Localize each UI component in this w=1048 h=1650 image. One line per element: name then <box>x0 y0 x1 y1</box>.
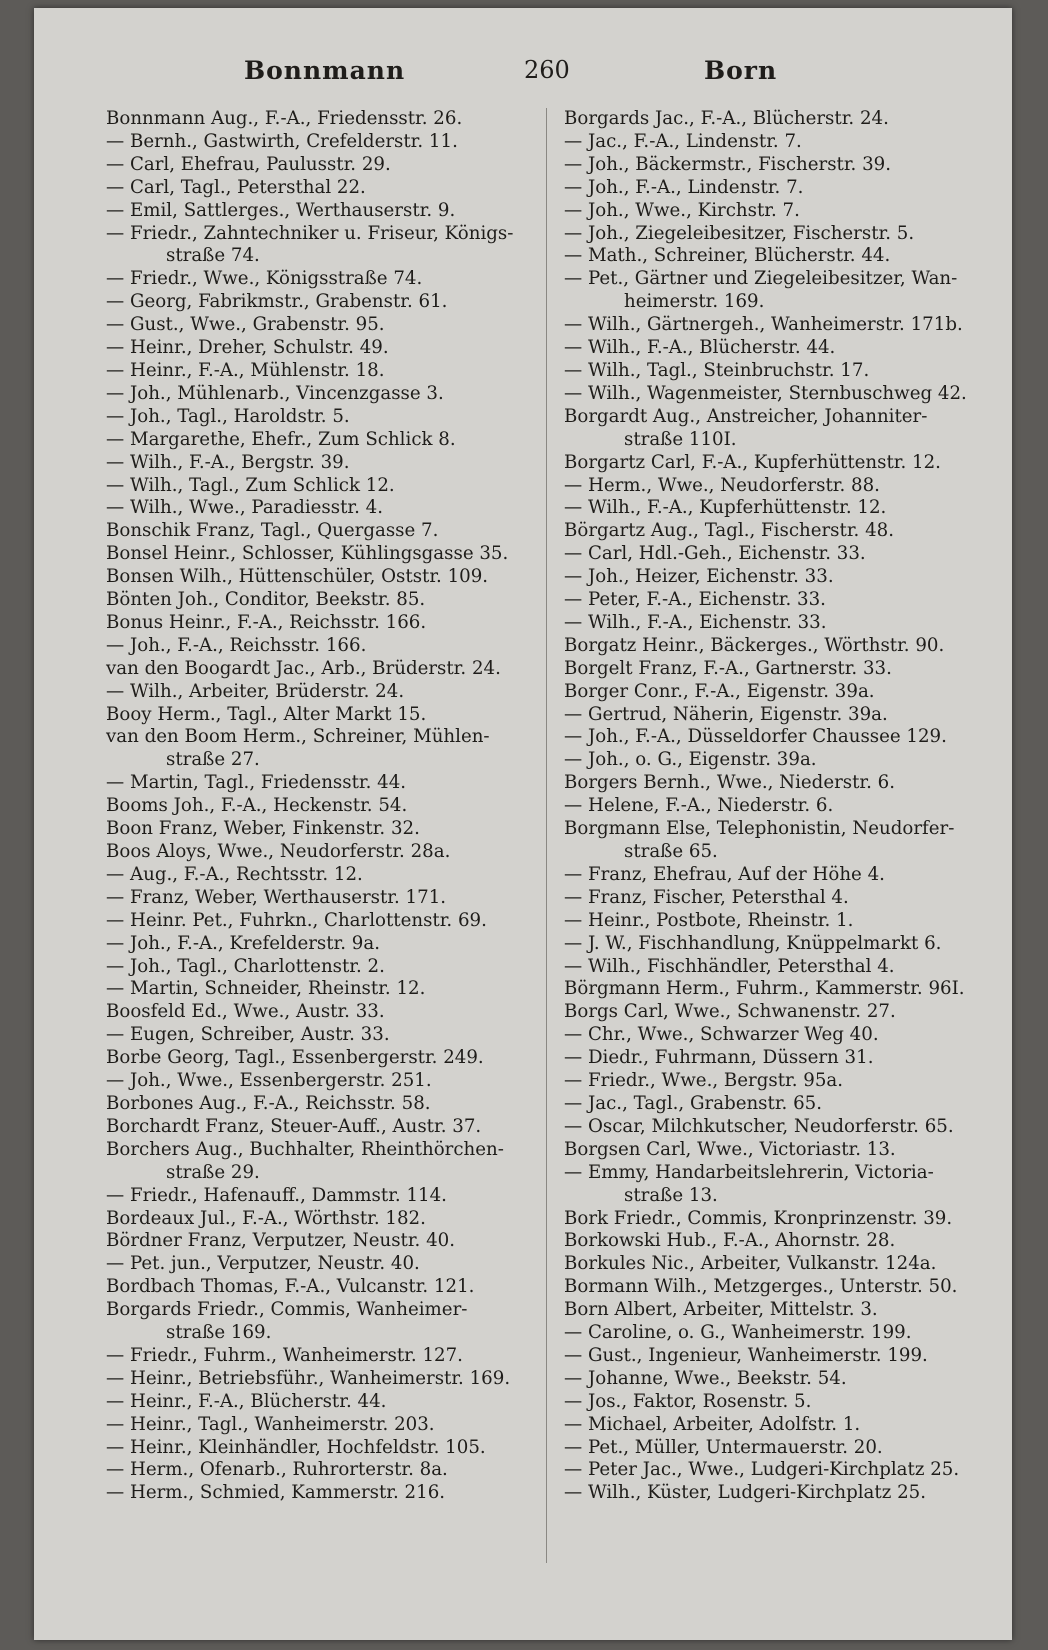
directory-entry: Borbones Aug., F.-A., Reichsstr. 58. <box>106 1092 431 1114</box>
directory-entry: — Gertrud, Näherin, Eigenstr. 39a. <box>564 703 888 725</box>
directory-entry: — Eugen, Schreiber, Austr. 33. <box>106 1024 390 1046</box>
column-divider <box>546 108 547 1563</box>
directory-entry: — Michael, Arbeiter, Adolfstr. 1. <box>564 1413 861 1435</box>
directory-entry: Boosfeld Ed., Wwe., Austr. 33. <box>106 1001 385 1023</box>
directory-entry: Borgardt Aug., Anstreicher, Johanniter- <box>564 405 928 427</box>
directory-entry: — Joh., F.-A., Düsseldorfer Chaussee 129. <box>564 726 947 748</box>
directory-entry: — Heinr., F.-A., Mühlenstr. 18. <box>106 359 385 381</box>
directory-entry: Borgards Friedr., Commis, Wanheimer- <box>106 1299 468 1321</box>
directory-entry: — Pet., Gärtner und Ziegeleibesitzer, Wan- <box>564 268 958 290</box>
directory-entry: — Joh., Mühlenarb., Vincenzgasse 3. <box>106 382 444 404</box>
directory-entry: — Friedr., Fuhrm., Wanheimerstr. 127. <box>106 1344 463 1366</box>
directory-entry: — Joh., Ziegeleibesitzer, Fischerstr. 5. <box>564 222 915 244</box>
directory-entry: — Peter Jac., Wwe., Ludgeri-Kirchplatz 25. <box>564 1459 960 1481</box>
directory-entry: Borgelt Franz, F.-A., Gartnerstr. 33. <box>564 657 892 679</box>
directory-entry: Börgartz Aug., Tagl., Fischerstr. 48. <box>564 520 895 542</box>
directory-entry: Born Albert, Arbeiter, Mittelstr. 3. <box>564 1299 878 1321</box>
directory-entry: Bördner Franz, Verputzer, Neustr. 40. <box>106 1230 456 1252</box>
directory-entry: — Emil, Sattlerges., Werthauserstr. 9. <box>106 199 456 221</box>
directory-entry: — Wilh., F.-A., Kupferhüttenstr. 12. <box>564 497 887 519</box>
directory-entry: straße 74. <box>166 245 260 267</box>
directory-entry: — Joh., o. G., Eigenstr. 39a. <box>564 749 817 771</box>
directory-entry: — Pet. jun., Verputzer, Neustr. 40. <box>106 1253 420 1275</box>
directory-entry: Borgards Jac., F.-A., Blücherstr. 24. <box>564 108 889 129</box>
directory-entry: — Heinr., Tagl., Wanheimerstr. 203. <box>106 1413 435 1435</box>
directory-entry: Bormann Wilh., Metzgerges., Unterstr. 50. <box>564 1276 958 1298</box>
directory-entry: Borger Conr., F.-A., Eigenstr. 39a. <box>564 680 875 702</box>
directory-entry: — Joh., F.-A., Krefelderstr. 9a. <box>106 932 381 954</box>
directory-entry: straße 169. <box>166 1322 272 1344</box>
directory-entry: — Martin, Tagl., Friedensstr. 44. <box>106 772 407 794</box>
directory-entry: — Chr., Wwe., Schwarzer Weg 40. <box>564 1024 879 1046</box>
directory-entry: — Jos., Faktor, Rosenstr. 5. <box>564 1390 812 1412</box>
directory-entry: — Wilh., Gärtnergeh., Wanheimerstr. 171b. <box>564 314 963 336</box>
right-column <box>564 108 984 1505</box>
directory-entry: — Margarethe, Ehefr., Zum Schlick 8. <box>106 428 456 450</box>
directory-entry: — Joh., F.-A., Lindenstr. 7. <box>564 176 804 198</box>
directory-entry: — Wilh., Wwe., Paradiesstr. 4. <box>106 497 384 519</box>
directory-entry: — Heinr., Kleinhändler, Hochfeldstr. 105. <box>106 1436 486 1458</box>
directory-entry: — Wilh., Tagl., Zum Schlick 12. <box>106 474 395 496</box>
header-first-entry: Bonnmann <box>244 56 406 85</box>
directory-entry: — Friedr., Wwe., Bergstr. 95a. <box>564 1070 844 1092</box>
directory-entry: — Emmy, Handarbeitslehrerin, Victoria- <box>564 1161 934 1183</box>
directory-entry: — Caroline, o. G., Wanheimerstr. 199. <box>564 1322 912 1344</box>
page-number: 260 <box>524 56 570 84</box>
directory-entry: — Joh., Heizer, Eichenstr. 33. <box>564 566 834 588</box>
directory-entry: — Wilh., Arbeiter, Brüderstr. 24. <box>106 680 405 702</box>
header-last-entry: Born <box>704 56 778 85</box>
directory-entry: — Wilh., Fischhändler, Petersthal 4. <box>564 955 895 977</box>
directory-entry: Booy Herm., Tagl., Alter Markt 15. <box>106 703 427 725</box>
directory-entry: — Heinr. Pet., Fuhrkn., Charlottenstr. 69. <box>106 909 487 931</box>
directory-entry: — Heinr., Betriebsführ., Wanheimerstr. 169. <box>106 1367 511 1389</box>
directory-entry: Bonschik Franz, Tagl., Quergasse 7. <box>106 520 439 542</box>
directory-entry: straße 13. <box>624 1184 718 1206</box>
directory-entry: — Jac., F.-A., Lindenstr. 7. <box>564 130 802 152</box>
directory-entry: — Peter, F.-A., Eichenstr. 33. <box>564 589 826 611</box>
directory-entry: — Georg, Fabrikmstr., Grabenstr. 61. <box>106 291 448 313</box>
directory-entry: — Joh., Tagl., Charlottenstr. 2. <box>106 955 385 977</box>
directory-entry: heimerstr. 169. <box>624 291 765 313</box>
directory-entry: van den Boogardt Jac., Arb., Brüderstr. 24. <box>106 657 501 679</box>
directory-entry: straße 29. <box>166 1161 260 1183</box>
directory-entry: Borkowski Hub., F.-A., Ahornstr. 28. <box>564 1230 896 1252</box>
directory-entry: Borgs Carl, Wwe., Schwanenstr. 27. <box>564 1001 896 1023</box>
directory-entry: — Gust., Wwe., Grabenstr. 95. <box>106 314 385 336</box>
directory-entry: van den Boom Herm., Schreiner, Mühlen- <box>106 726 490 748</box>
directory-entry: — Wilh., F.-A., Blücherstr. 44. <box>564 337 836 359</box>
directory-entry: — Martin, Schneider, Rheinstr. 12. <box>106 978 426 1000</box>
directory-entry: — Heinr., Postbote, Rheinstr. 1. <box>564 909 854 931</box>
directory-entry: — Franz, Ehefrau, Auf der Höhe 4. <box>564 863 885 885</box>
directory-entry: — Carl, Hdl.-Geh., Eichenstr. 33. <box>564 543 866 565</box>
directory-entry: — J. W., Fischhandlung, Knüppelmarkt 6. <box>564 932 942 954</box>
directory-entry: — Johanne, Wwe., Beekstr. 54. <box>564 1367 847 1389</box>
page-header <box>34 56 1012 96</box>
directory-entry: Bonsel Heinr., Schlosser, Kühlingsgasse 35. <box>106 543 509 565</box>
directory-entry: straße 65. <box>624 841 718 862</box>
directory-entry: — Bernh., Gastwirth, Crefelderstr. 11. <box>106 130 458 152</box>
directory-entry: Bordeaux Jul., F.-A., Wörthstr. 182. <box>106 1207 426 1229</box>
directory-entry: — Joh., Bäckermstr., Fischerstr. 39. <box>564 153 892 175</box>
directory-entry: — Gust., Ingenieur, Wanheimerstr. 199. <box>564 1344 928 1366</box>
directory-entry: — Joh., Tagl., Haroldstr. 5. <box>106 405 350 427</box>
directory-entry: — Friedr., Zahntechniker u. Friseur, Königs- <box>106 222 514 244</box>
directory-entry: — Wilh., F.-A., Eichenstr. 33. <box>564 611 827 633</box>
directory-entry: — Joh., Wwe., Essenbergerstr. 251. <box>106 1070 432 1092</box>
directory-entry: — Carl, Tagl., Petersthal 22. <box>106 176 366 198</box>
directory-entry: Bonnmann Aug., F.-A., Friedensstr. 26. <box>106 108 463 129</box>
directory-entry: — Wilh., F.-A., Bergstr. 39. <box>106 451 350 473</box>
directory-entry: — Wilh., Tagl., Steinbruchstr. 17. <box>564 359 870 381</box>
directory-entry: — Wilh., Wagenmeister, Sternbuschweg 42. <box>564 382 967 404</box>
directory-entry: — Oscar, Milchkutscher, Neudorferstr. 65. <box>564 1115 954 1137</box>
left-column <box>106 108 514 1505</box>
directory-entry: — Heinr., F.-A., Blücherstr. 44. <box>106 1390 387 1412</box>
directory-entry: — Joh., Wwe., Kirchstr. 7. <box>564 199 800 221</box>
directory-entry: — Diedr., Fuhrmann, Düssern 31. <box>564 1047 874 1069</box>
directory-entry: — Joh., F.-A., Reichsstr. 166. <box>106 634 367 656</box>
directory-entry: — Franz, Fischer, Petersthal 4. <box>564 886 849 908</box>
directory-entry: — Friedr., Wwe., Königsstraße 74. <box>106 268 423 290</box>
directory-entry: — Heinr., Dreher, Schulstr. 49. <box>106 337 389 359</box>
directory-page <box>34 8 1012 1640</box>
directory-entry: Borkules Nic., Arbeiter, Vulkanstr. 124a. <box>564 1253 937 1275</box>
directory-entry: — Aug., F.-A., Rechtsstr. 12. <box>106 863 363 885</box>
directory-entry: — Math., Schreiner, Blücherstr. 44. <box>564 245 891 267</box>
directory-entry: Borgartz Carl, F.-A., Kupferhüttenstr. 12. <box>564 451 941 473</box>
directory-entry: Boon Franz, Weber, Finkenstr. 32. <box>106 818 420 840</box>
directory-entry: Borgsen Carl, Wwe., Victoriastr. 13. <box>564 1138 896 1160</box>
directory-entry: — Carl, Ehefrau, Paulusstr. 29. <box>106 153 391 175</box>
directory-entry: Bönten Joh., Conditor, Beekstr. 85. <box>106 589 426 611</box>
directory-entry: — Pet., Müller, Untermauerstr. 20. <box>564 1436 883 1458</box>
directory-entry: Borgatz Heinr., Bäckerges., Wörthstr. 90. <box>564 634 945 656</box>
directory-entry: — Herm., Schmied, Kammerstr. 216. <box>106 1482 446 1504</box>
directory-entry: Borchardt Franz, Steuer-Auff., Austr. 37. <box>106 1115 482 1137</box>
directory-entry: Borchers Aug., Buchhalter, Rheinthörchen- <box>106 1138 504 1160</box>
directory-entry: Bonus Heinr., F.-A., Reichsstr. 166. <box>106 611 427 633</box>
directory-entry: Bork Friedr., Commis, Kronprinzenstr. 39. <box>564 1207 953 1229</box>
directory-entry: — Wilh., Küster, Ludgeri-Kirchplatz 25. <box>564 1482 926 1504</box>
directory-entry: straße 110I. <box>624 428 737 450</box>
directory-entry: — Franz, Weber, Werthauserstr. 171. <box>106 886 447 908</box>
directory-entry: Bordbach Thomas, F.-A., Vulcanstr. 121. <box>106 1276 475 1298</box>
directory-entry: — Helene, F.-A., Niederstr. 6. <box>564 795 834 817</box>
directory-entry: — Herm., Wwe., Neudorferstr. 88. <box>564 474 880 496</box>
directory-entry: — Herm., Ofenarb., Ruhrorterstr. 8a. <box>106 1459 448 1481</box>
directory-entry: Borgers Bernh., Wwe., Niederstr. 6. <box>564 772 896 794</box>
directory-entry: — Friedr., Hafenauff., Dammstr. 114. <box>106 1184 447 1206</box>
directory-entry: Börgmann Herm., Fuhrm., Kammerstr. 96I. <box>564 978 965 1000</box>
directory-entry: Booms Joh., F.-A., Heckenstr. 54. <box>106 795 408 817</box>
directory-entry: Borbe Georg, Tagl., Essenbergerstr. 249. <box>106 1047 484 1069</box>
directory-entry: Borgmann Else, Telephonistin, Neudorfer- <box>564 818 955 840</box>
directory-entry: — Jac., Tagl., Grabenstr. 65. <box>564 1092 823 1114</box>
directory-entry: straße 27. <box>166 749 260 771</box>
directory-entry: Bonsen Wilh., Hüttenschüler, Oststr. 109. <box>106 566 489 588</box>
directory-entry: Boos Aloys, Wwe., Neudorferstr. 28a. <box>106 841 451 862</box>
